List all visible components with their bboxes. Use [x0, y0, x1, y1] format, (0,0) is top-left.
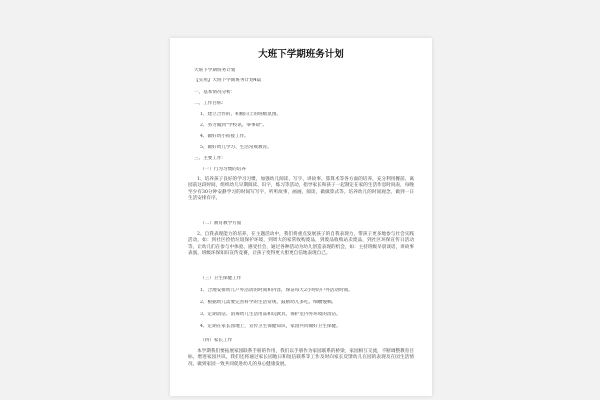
document-subtitle: 大班下学期班务计划	[194, 68, 236, 73]
document-page	[170, 38, 432, 396]
section-heading: 三、主要工作：	[194, 156, 227, 161]
paragraph: 1、培养孩子良好的学习习惯，加强幼儿阅读、写字、讲故事、算算术等各方面的培养，充分利用餐前、离园前这段时间，组织幼儿早期阅读、识字，练习等活动，指导家长和孩子一起制定在家的生活作息时间表，每晚至少有30分钟安静学习的时间写写字，听听故事，画画，阅读，做做算式等。培养幼儿的时间观念，做到一日生活安排有序。	[188, 177, 414, 202]
list-item: 1、合理安排幼儿户外活动的时间和内容，保证每天2小时的户外活动时间。	[200, 288, 353, 293]
subsection-heading: （二）教育教学方面	[200, 221, 242, 226]
list-item: 4、做好幼小衔接工作。	[200, 134, 249, 139]
section-heading: 二、工作目标：	[194, 101, 227, 106]
paragraph: 2、自我表现能力的培养，在主题活动中，我们将重点发展孩子的自我表现力，带孩子更多地参与社会实践活动，如：到社区捡拾垃圾保护环境，到周大的家常收购废品，到废品收购站卖废品，到社区环保宣传日活动等，让幼儿们在参与中体验、感受社会，通过各种活动为幼儿创造表现的机会，如：主持班级早晨谈话，讲故事表演，班级环保知识宣传竞赛，让孩子变得更大胆更自信地表现自己。	[188, 232, 414, 257]
paragraph: 本学期我们要拓展家园联系手册的作用，我们以手册作为家园联系的桥梁，家园相互交流，不断调整教育目标，增进家园共识。我们还将通过家长园地日和短信联系等工作及时向家长反馈幼儿在园的表现及在园生活情况，做到家园一致共同促进幼儿的身心健康发展。	[188, 349, 414, 367]
list-item: 3、定期清洁、消毒幼儿生活用品和玩教具，保护室内外环境的清洁。	[200, 312, 341, 317]
practical-note: 【实用】大班下学期班务计划4篇	[194, 78, 262, 83]
list-item: 4、定期在家长园地上，宣传卫生保健知识，家园共同做好卫生保健。	[200, 324, 341, 329]
subsection-heading: （四）家长工作	[200, 338, 233, 343]
document-title: 大班下学期班务计划	[258, 49, 344, 60]
section-heading: 一、基本情况分析：	[194, 90, 236, 95]
list-item: 5、做好幼儿学习、生活常规教育。	[200, 145, 272, 150]
list-item: 2、根据幼儿需要完善科学的生活常规，鼓励幼儿多吃、细嚼慢咽。	[200, 300, 337, 305]
list-item: 1、建立合作的、积极向上的班级氛围。	[200, 112, 282, 117]
list-item: 2、努力做到"学校讯、零事故"。	[200, 123, 267, 128]
subsection-heading: （三）卫生保健工作	[200, 276, 242, 281]
subsection-heading: （一）行为习惯的培养	[200, 167, 246, 172]
